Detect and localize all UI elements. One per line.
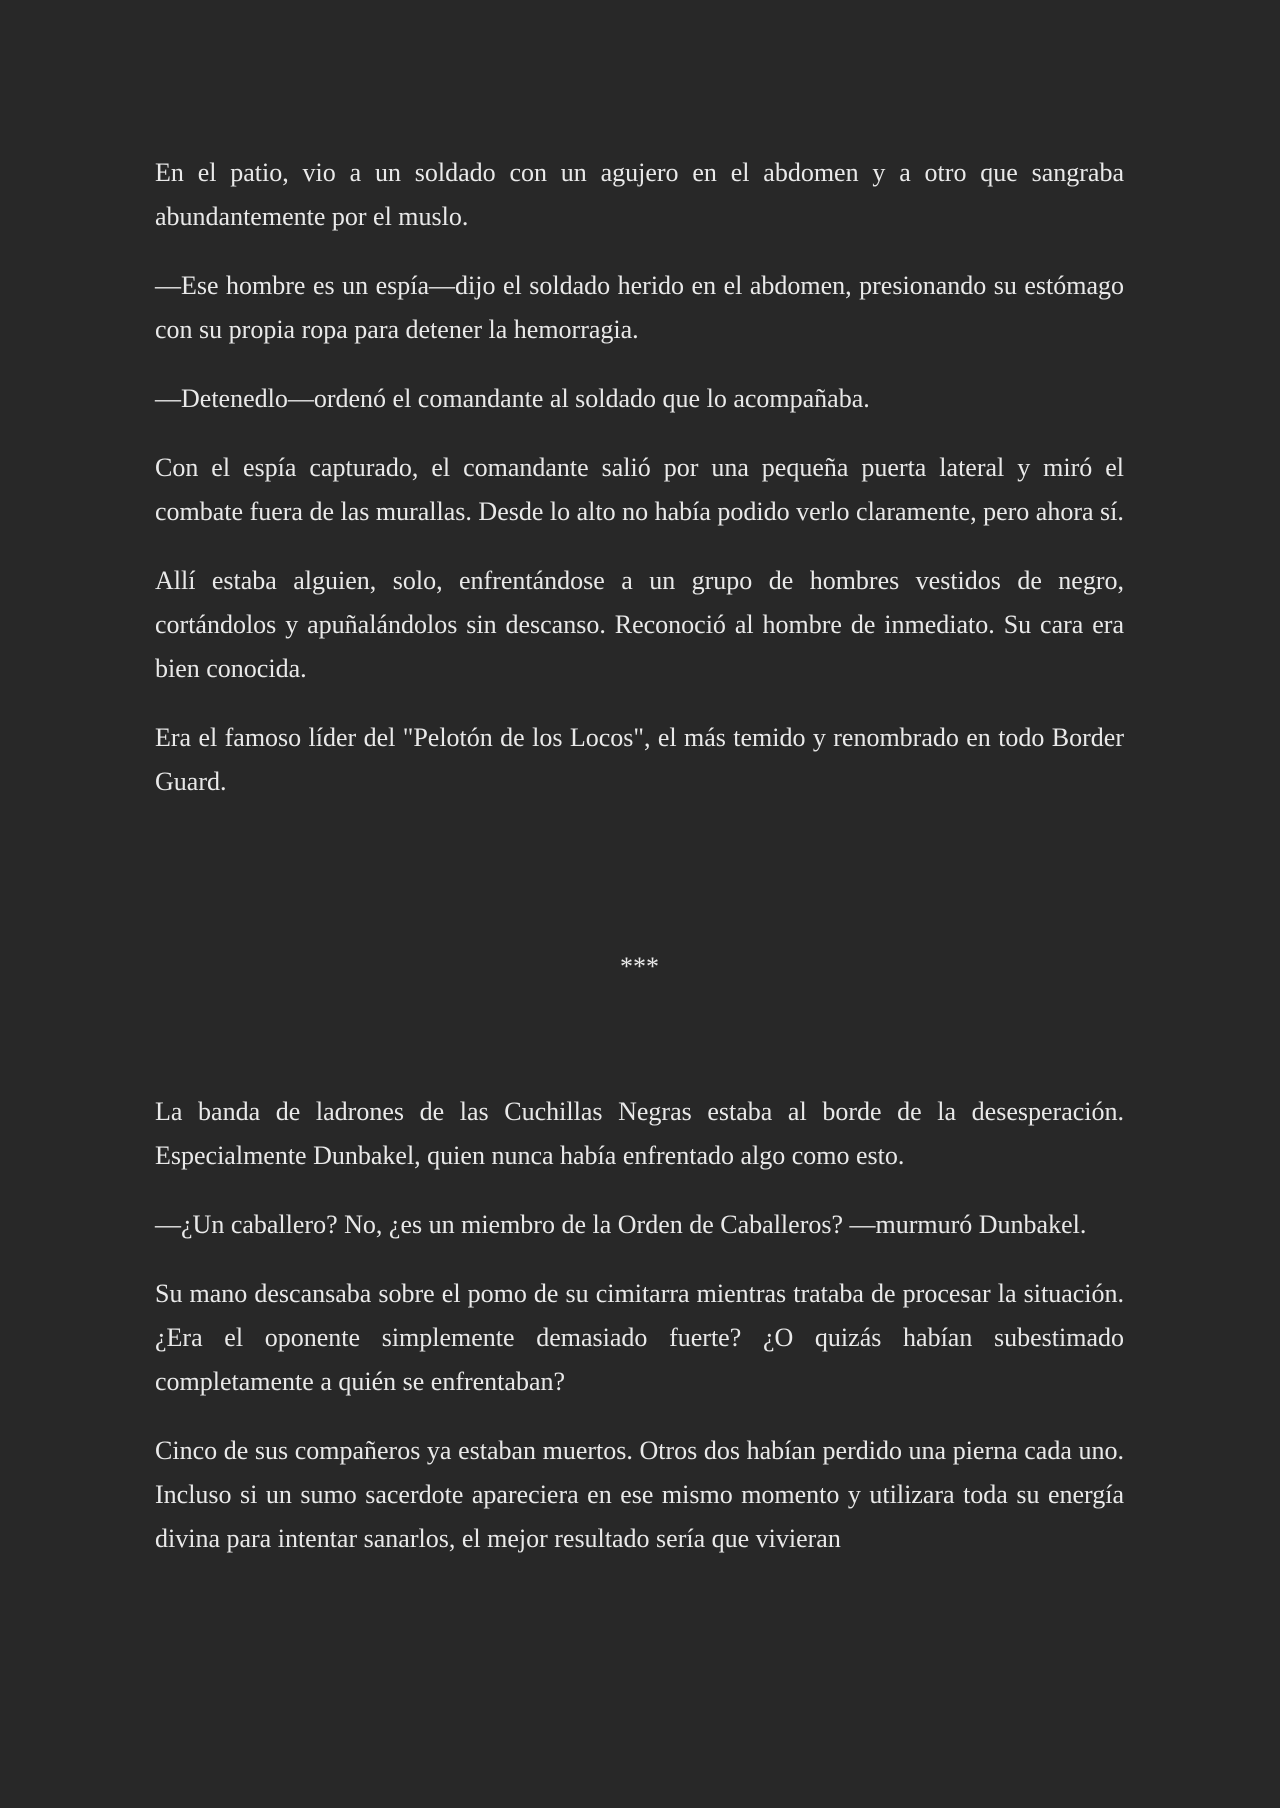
paragraph: Allí estaba alguien, solo, enfrentándose a un grupo de hombres vestidos de negro, cortándolos y apuñalándolos sin descanso. Reconoció al hombre de inmediato. Su cara era bien conocida. <box>155 566 1124 683</box>
reading-page <box>155 151 1124 1586</box>
paragraph: —Ese hombre es un espía—dijo el soldado herido en el abdomen, presionando su estómago con su propia ropa para detener la hemorragia. <box>155 271 1124 344</box>
paragraph: Cinco de sus compañeros ya estaban muertos. Otros dos habían perdido una pierna cada uno. Incluso si un sumo sacerdote apareciera en ese mismo momento y utilizara toda su energía divina para intentar sanarlos, el mejor resultado sería que vivieran <box>155 1436 1124 1553</box>
paragraph: En el patio, vio a un soldado con un agujero en el abdomen y a otro que sangraba abundantemente por el muslo. <box>155 158 1124 231</box>
paragraph: —Detenedlo—ordenó el comandante al soldado que lo acompañaba. <box>155 384 870 413</box>
paragraph: Era el famoso líder del "Pelotón de los Locos", el más temido y renombrado en todo Border Guard. <box>155 723 1124 796</box>
section-one <box>155 151 1124 804</box>
paragraph: Su mano descansaba sobre el pomo de su cimitarra mientras trataba de procesar la situación. ¿Era el oponente simplemente demasiado fuerte? ¿O quizás habían subestimado completamente a quién se enfrentaban? <box>155 1279 1124 1396</box>
scene-break-divider: *** <box>620 952 659 981</box>
paragraph: La banda de ladrones de las Cuchillas Negras estaba al borde de la desesperación. Especialmente Dunbakel, quien nunca había enfrentado algo como esto. <box>155 1097 1124 1170</box>
section-two <box>155 1090 1124 1561</box>
paragraph: —¿Un caballero? No, ¿es un miembro de la Orden de Caballeros? —murmuró Dunbakel. <box>155 1210 1087 1239</box>
paragraph: Con el espía capturado, el comandante salió por una pequeña puerta lateral y miró el combate fuera de las murallas. Desde lo alto no había podido verlo claramente, pero ahora sí. <box>155 453 1124 526</box>
section-spacer-top <box>155 829 1124 945</box>
